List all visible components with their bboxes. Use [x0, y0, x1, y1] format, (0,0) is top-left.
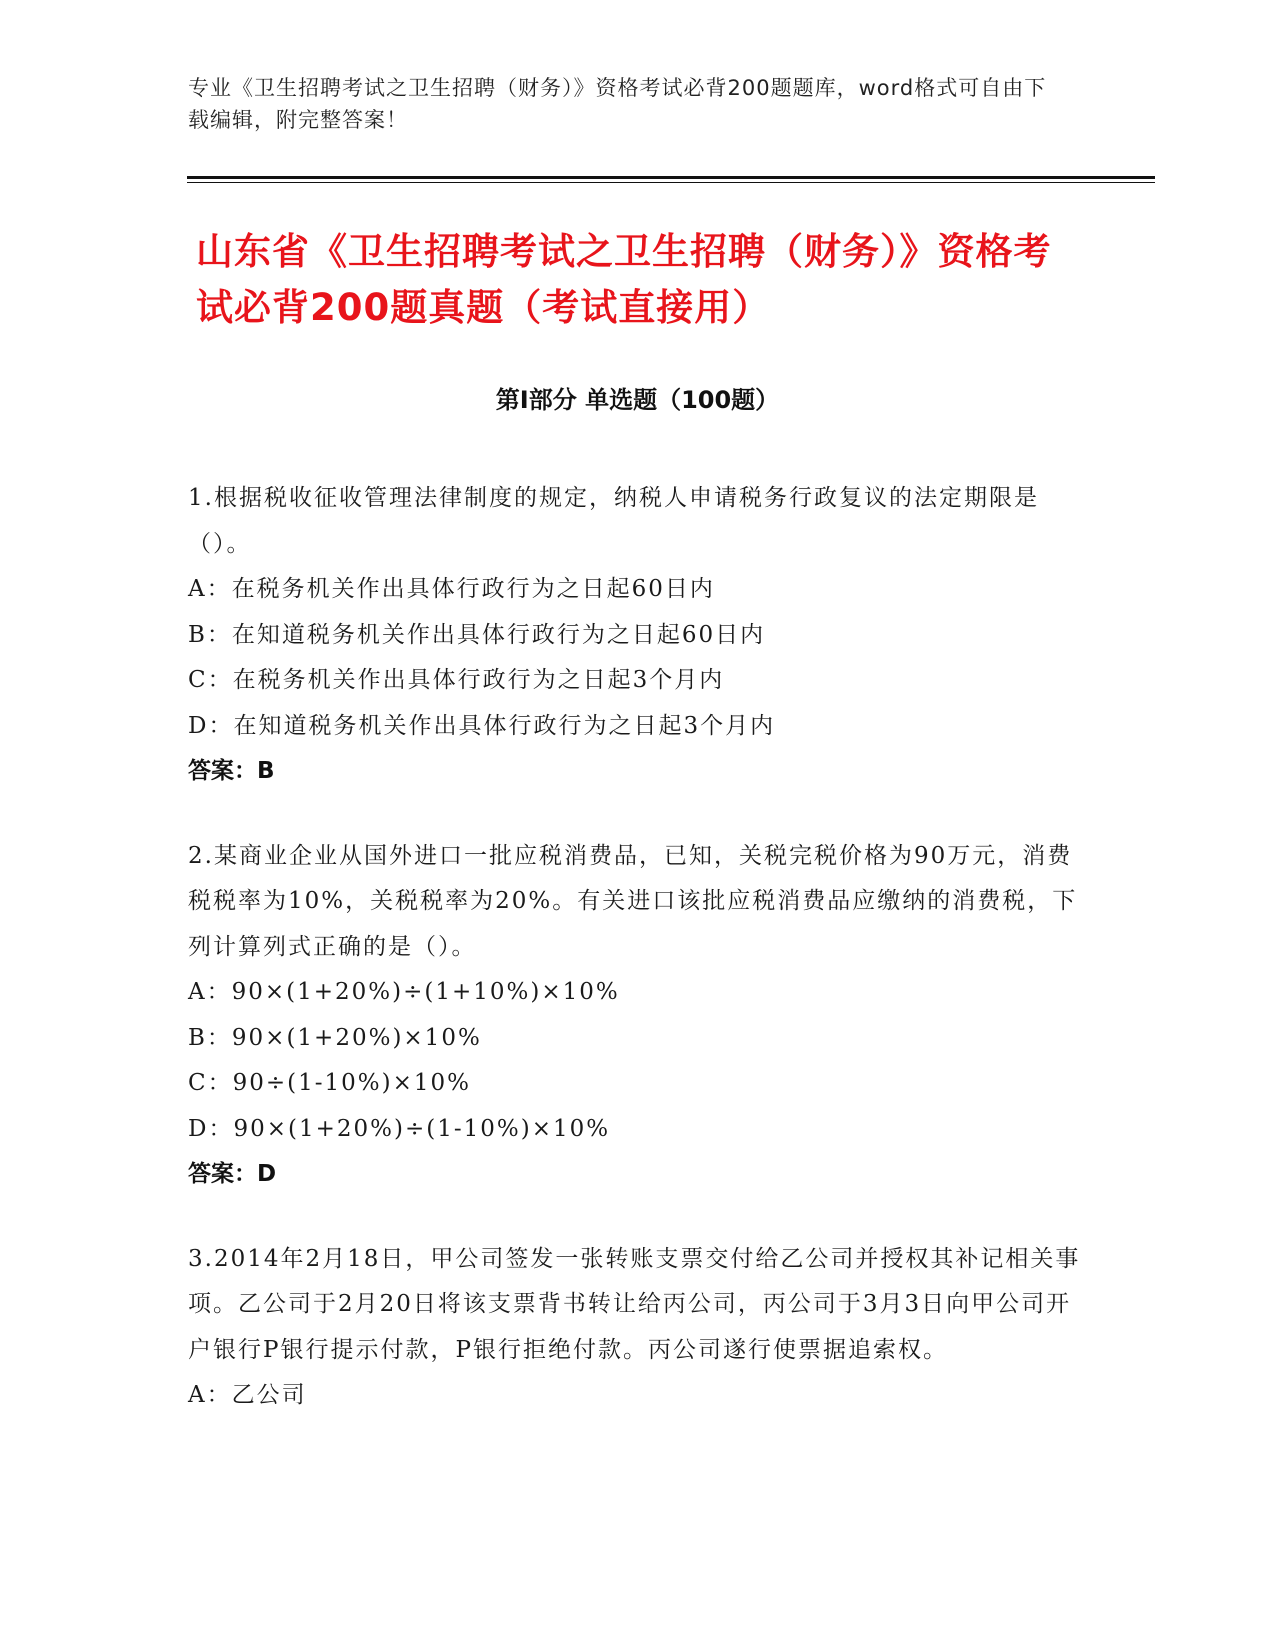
- question-list: [188, 476, 1088, 1458]
- question-answer: 答案：D: [188, 1161, 277, 1187]
- question-option: C：在税务机关作出具体行政行为之日起3个月内: [188, 667, 725, 693]
- question-option: A：在税务机关作出具体行政行为之日起60日内: [188, 576, 715, 602]
- question-option: A：90×(1+20%)÷(1+10%)×10%: [188, 979, 620, 1005]
- question-text: 2.某商业企业从国外进口一批应税消费品，已知，关税完税价格为90万元，消费税税率为10%，关税税率为20%。有关进口该批应税消费品应缴纳的消费税，下列计算列式正确的是（）。: [188, 842, 1078, 960]
- question-text: 3.2014年2月18日，甲公司签发一张转账支票交付给乙公司并授权其补记相关事项。乙公司于2月20日将该支票背书转让给丙公司，丙公司于3月3日向甲公司开户银行P银行提示付款，P银行拒绝付款。丙公司遂行使票据追索权。: [188, 1245, 1081, 1363]
- question-option: D：90×(1+20%)÷(1-10%)×10%: [188, 1115, 611, 1142]
- question-option: C：90÷(1-10%)×10%: [188, 1070, 472, 1096]
- section-title: 第I部分 单选题（100题）: [495, 386, 780, 414]
- header-divider-thin: [187, 182, 1155, 183]
- document-title: 山东省《卫生招聘考试之卫生招聘（财务）》资格考试必背200题真题（考试直接用）: [196, 230, 1052, 329]
- question-item: [188, 834, 1088, 1198]
- question-item: [188, 476, 1088, 795]
- header-note: 专业《卫生招聘考试之卫生招聘（财务）》资格考试必背200题题库，word格式可自由下载编辑，附完整答案！: [188, 76, 1047, 132]
- question-option: A：乙公司: [188, 1382, 307, 1408]
- question-answer: 答案：B: [188, 758, 275, 784]
- question-option: B：在知道税务机关作出具体行政行为之日起60日内: [188, 621, 766, 648]
- question-text: 1.根据税收征收管理法律制度的规定，纳税人申请税务行政复议的法定期限是（）。: [188, 485, 1039, 557]
- header-divider: [187, 176, 1155, 179]
- question-option: B：90×(1+20%)×10%: [188, 1024, 482, 1051]
- question-option: D：在知道税务机关作出具体行政行为之日起3个月内: [188, 712, 776, 739]
- question-item: [188, 1237, 1088, 1419]
